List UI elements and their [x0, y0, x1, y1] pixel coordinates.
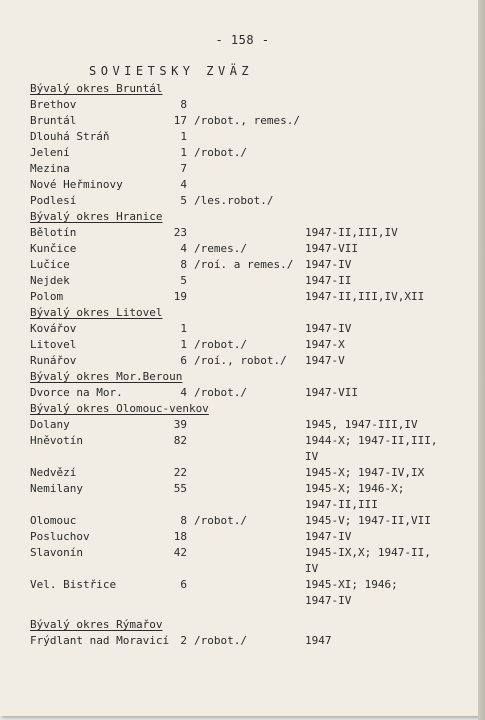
years-cell: [305, 465, 424, 481]
table-row: [30, 385, 470, 401]
table-row: [30, 417, 470, 433]
count-value: 19: [173, 290, 187, 303]
count-value: 5: [180, 274, 187, 287]
count-value: 4: [180, 178, 187, 191]
count-value: 23: [173, 226, 187, 239]
years-cell: [305, 545, 431, 577]
page-edge: [478, 0, 485, 720]
year-text: 1947-II,III,IV,XII: [305, 290, 425, 303]
place-name: Dolany: [30, 418, 70, 431]
note-text: /roí. a remes./: [194, 258, 294, 271]
years-cell: [305, 481, 404, 513]
years-cell: [305, 529, 351, 545]
count-value: 82: [173, 434, 187, 447]
note-text: /robot./: [194, 386, 247, 399]
year-text: IV: [305, 562, 319, 575]
table-row: [30, 225, 470, 241]
table-row: [30, 113, 470, 129]
year-text: 1947-VII: [305, 242, 358, 255]
place-name: Vel. Bistřice: [30, 578, 117, 591]
place-name: Nejdek: [30, 274, 70, 287]
table-row: [30, 545, 470, 577]
note-text: /robot., remes./: [194, 114, 300, 127]
years-cell: [305, 433, 437, 465]
count-value: 22: [173, 466, 187, 479]
count-value: 39: [173, 418, 187, 431]
table-body: [30, 81, 470, 649]
years-cell: [305, 241, 358, 257]
count-value: 8: [180, 98, 187, 111]
year-text: 1947-IV: [305, 530, 352, 543]
years-cell: [305, 417, 418, 433]
years-cell: [305, 321, 351, 337]
table-row: [30, 97, 470, 113]
section-title: Bývalý okres Hranice: [30, 210, 163, 223]
place-name: Brethov: [30, 98, 77, 111]
table-row: [30, 513, 470, 529]
table-row: [30, 241, 470, 257]
place-name: Podlesí: [30, 194, 77, 207]
count-value: 8: [180, 514, 187, 527]
table-row: [30, 633, 470, 649]
table-row: [30, 129, 470, 145]
count-value: 55: [173, 482, 187, 495]
year-text: 1945, 1947-III,IV: [305, 418, 418, 431]
count-value: 6: [180, 354, 187, 367]
table-row: [30, 177, 470, 193]
table-row: [30, 145, 470, 161]
note-text: /roí., robot./: [194, 354, 287, 367]
year-text: 1947-II,III,IV: [305, 226, 398, 239]
place-name: Nové Heřminovy: [30, 178, 123, 191]
years-cell: [305, 289, 424, 305]
years-cell: [305, 337, 345, 353]
table-row: [30, 321, 470, 337]
table-row: [30, 353, 470, 369]
year-text: 1944-X; 1947-II,III,: [305, 434, 438, 447]
year-text: 1947-II,III: [305, 498, 378, 511]
table-row: [30, 337, 470, 353]
count-value: 8: [180, 258, 187, 271]
year-text: 1947-X: [305, 338, 345, 351]
count-value: 7: [180, 162, 187, 175]
count-value: 1: [180, 130, 187, 143]
year-text: 1947-V: [305, 354, 345, 367]
note-text: /les.robot./: [194, 194, 274, 207]
place-name: Dvorce na Mor.: [30, 386, 123, 399]
place-name: Jelení: [30, 146, 70, 159]
table-row: [30, 273, 470, 289]
year-text: 1947-IV: [305, 258, 352, 271]
page-number: - 158 -: [215, 33, 270, 47]
page-heading: SOVIETSKY ZVÄZ: [89, 64, 254, 78]
year-text: 1945-X; 1947-IV,IX: [305, 466, 425, 479]
count-value: 17: [173, 114, 187, 127]
count-value: 2: [180, 634, 187, 647]
table-row: [30, 193, 470, 209]
section-title: Bývalý okres Litovel: [30, 306, 163, 319]
count-value: 1: [180, 322, 187, 335]
place-name: Lučice: [30, 258, 70, 271]
place-name: Frýdlant nad Moravicí: [30, 634, 170, 647]
note-text: /robot./: [194, 146, 247, 159]
place-name: Litovel: [30, 338, 77, 351]
years-cell: [305, 385, 358, 401]
place-name: Hněvotín: [30, 434, 83, 447]
table-row: [30, 257, 470, 273]
year-text: 1945-XI; 1946;: [305, 578, 398, 591]
section-title: Bývalý okres Mor.Beroun: [30, 370, 183, 383]
place-name: Kunčice: [30, 242, 77, 255]
year-text: 1947-IV: [305, 594, 352, 607]
note-text: /robot./: [194, 514, 247, 527]
section-title: Bývalý okres Olomouc-venkov: [30, 402, 209, 415]
years-cell: [305, 577, 398, 609]
table-row: [30, 433, 470, 465]
years-cell: [305, 225, 398, 241]
table-row: [30, 465, 470, 481]
place-name: Polom: [30, 290, 64, 303]
year-text: 1945-X; 1946-X;: [305, 482, 405, 495]
note-text: /robot./: [194, 634, 247, 647]
year-text: 1947-VII: [305, 386, 358, 399]
years-cell: [305, 633, 332, 649]
section-title: Bývalý okres Rýmařov: [30, 618, 163, 631]
table-row: [30, 577, 470, 609]
count-value: 6: [180, 578, 187, 591]
section-title: Bývalý okres Bruntál: [30, 82, 163, 95]
place-name: Posluchov: [30, 530, 90, 543]
year-text: IV: [305, 450, 319, 463]
place-name: Runářov: [30, 354, 77, 367]
count-value: 1: [180, 338, 187, 351]
year-text: 1947: [305, 634, 332, 647]
year-text: 1947-IV: [305, 322, 352, 335]
year-text: 1947-II: [305, 274, 352, 287]
table-row: [30, 481, 470, 513]
place-name: Mezina: [30, 162, 70, 175]
place-name: Slavonín: [30, 546, 83, 559]
place-name: Nemilany: [30, 482, 83, 495]
table-row: [30, 289, 470, 305]
place-name: Bělotín: [30, 226, 77, 239]
year-text: 1945-IX,X; 1947-II,: [305, 546, 431, 559]
table-row: [30, 529, 470, 545]
count-value: 18: [173, 530, 187, 543]
place-name: Nedvězí: [30, 466, 77, 479]
years-cell: [305, 257, 351, 273]
count-value: 4: [180, 386, 187, 399]
note-text: /remes./: [194, 242, 247, 255]
count-value: 5: [180, 194, 187, 207]
years-cell: [305, 513, 431, 529]
note-text: /robot./: [194, 338, 247, 351]
place-name: Olomouc: [30, 514, 77, 527]
count-value: 1: [180, 146, 187, 159]
count-value: 42: [173, 546, 187, 559]
place-name: Kovářov: [30, 322, 77, 335]
count-value: 4: [180, 242, 187, 255]
year-text: 1945-V; 1947-II,VII: [305, 514, 431, 527]
years-cell: [305, 273, 351, 289]
place-name: Bruntál: [30, 114, 77, 127]
table-row: [30, 161, 470, 177]
place-name: Dlouhá Stráň: [30, 130, 110, 143]
years-cell: [305, 353, 345, 369]
